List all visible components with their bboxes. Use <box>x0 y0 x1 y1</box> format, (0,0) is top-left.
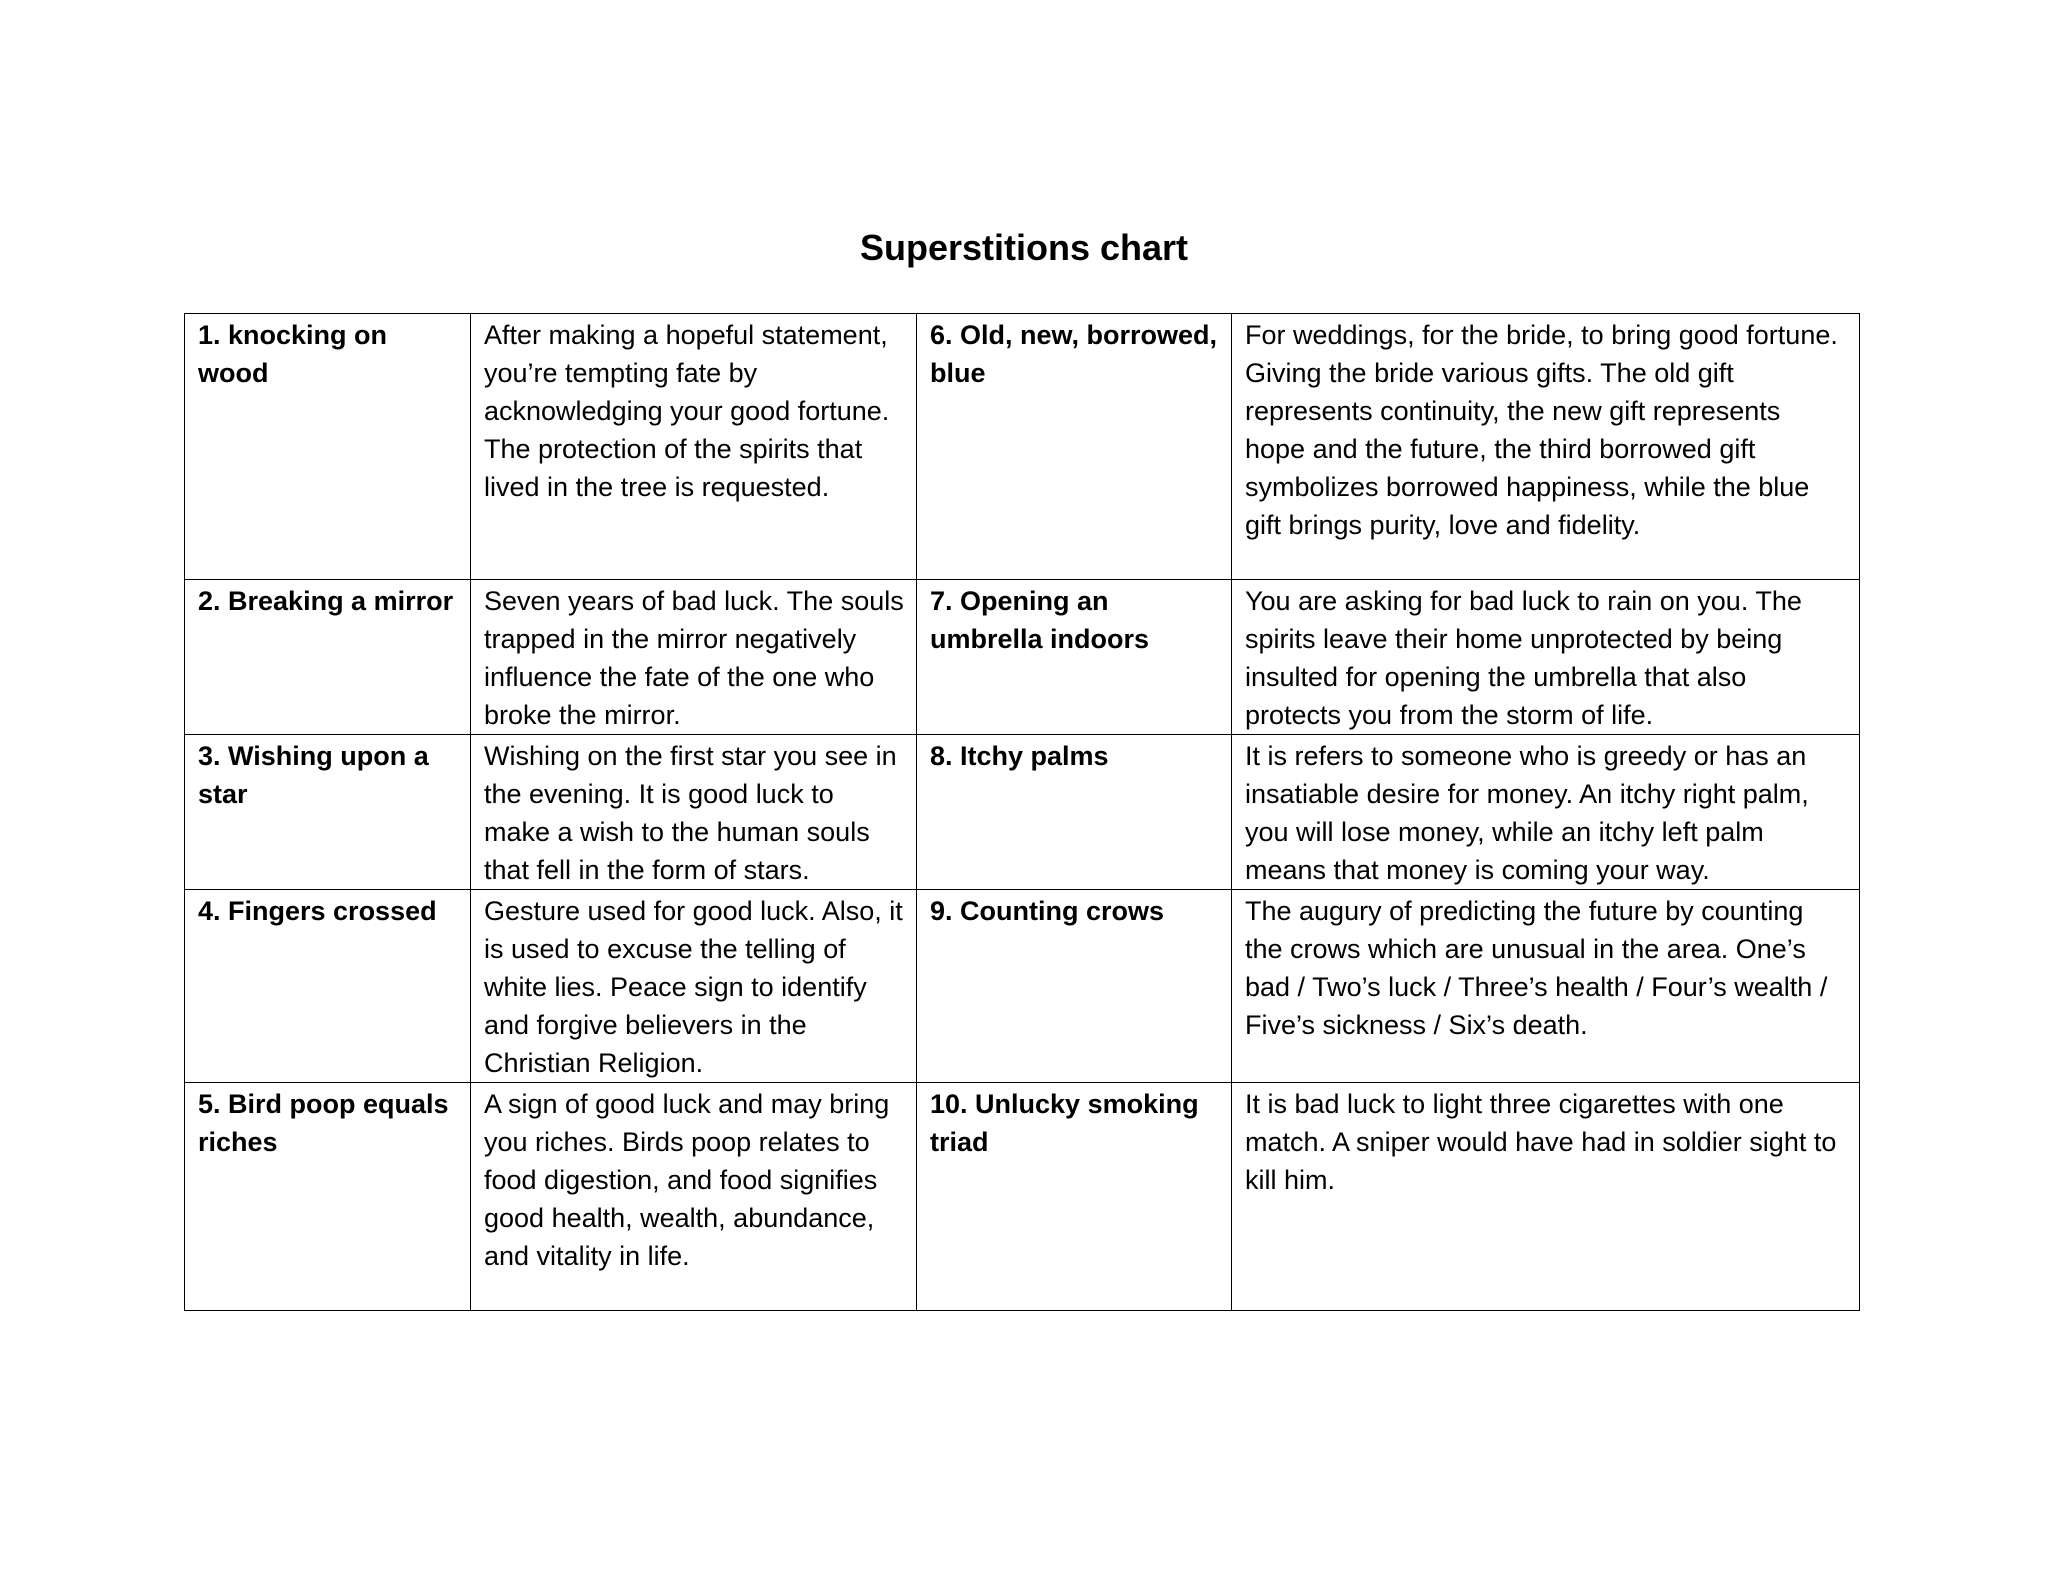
superstition-term: 6. Old, new, borrowed, blue <box>917 314 1232 580</box>
table-row <box>185 1083 1860 1311</box>
superstition-description: Gesture used for good luck. Also, it is used to excuse the telling of white lies. Peace sign to identify and forgive believers in the Christian Religion. <box>471 890 917 1083</box>
superstition-description: Seven years of bad luck. The souls trapped in the mirror negatively influence the fate of the one who broke the mirror. <box>471 580 917 735</box>
superstition-description: Wishing on the first star you see in the evening. It is good luck to make a wish to the human souls that fell in the form of stars. <box>471 735 917 890</box>
superstition-description: It is bad luck to light three cigarettes with one match. A sniper would have had in soldier sight to kill him. <box>1232 1083 1860 1311</box>
superstition-term: 2. Breaking a mirror <box>185 580 471 735</box>
table-row <box>185 735 1860 890</box>
superstition-term: 8. Itchy palms <box>917 735 1232 890</box>
superstition-term: 3. Wishing upon a star <box>185 735 471 890</box>
superstition-term: 5. Bird poop equals riches <box>185 1083 471 1311</box>
table-row <box>185 580 1860 735</box>
table-row <box>185 890 1860 1083</box>
superstition-term: 7. Opening an umbrella indoors <box>917 580 1232 735</box>
superstition-description: The augury of predicting the future by counting the crows which are unusual in the area. One’s bad / Two’s luck / Three’s health / Four’s wealth / Five’s sickness / Six’s death. <box>1232 890 1860 1083</box>
superstition-term: 4. Fingers crossed <box>185 890 471 1083</box>
superstition-description: A sign of good luck and may bring you riches. Birds poop relates to food digestion, and food signifies good health, wealth, abundance, and vitality in life. <box>471 1083 917 1311</box>
superstition-term: 10. Unlucky smoking triad <box>917 1083 1232 1311</box>
superstition-description: You are asking for bad luck to rain on you. The spirits leave their home unprotected by being insulted for opening the umbrella that also protects you from the storm of life. <box>1232 580 1860 735</box>
superstition-term: 1. knocking on wood <box>185 314 471 580</box>
superstition-term: 9. Counting crows <box>917 890 1232 1083</box>
table-row <box>185 314 1860 580</box>
superstition-description: After making a hopeful statement, you’re tempting fate by acknowledging your good fortune. The protection of the spirits that lived in the tree is requested. <box>471 314 917 580</box>
superstitions-table <box>184 313 1860 1311</box>
superstition-description: It is refers to someone who is greedy or has an insatiable desire for money. An itchy right palm, you will lose money, while an itchy left palm means that money is coming your way. <box>1232 735 1860 890</box>
page-title: Superstitions chart <box>859 227 1189 268</box>
superstition-description: For weddings, for the bride, to bring good fortune. Giving the bride various gifts. The old gift represents continuity, the new gift represents hope and the future, the third borrowed gift symbolizes borrowed happiness, while the blue gift brings purity, love and fidelity. <box>1232 314 1860 580</box>
